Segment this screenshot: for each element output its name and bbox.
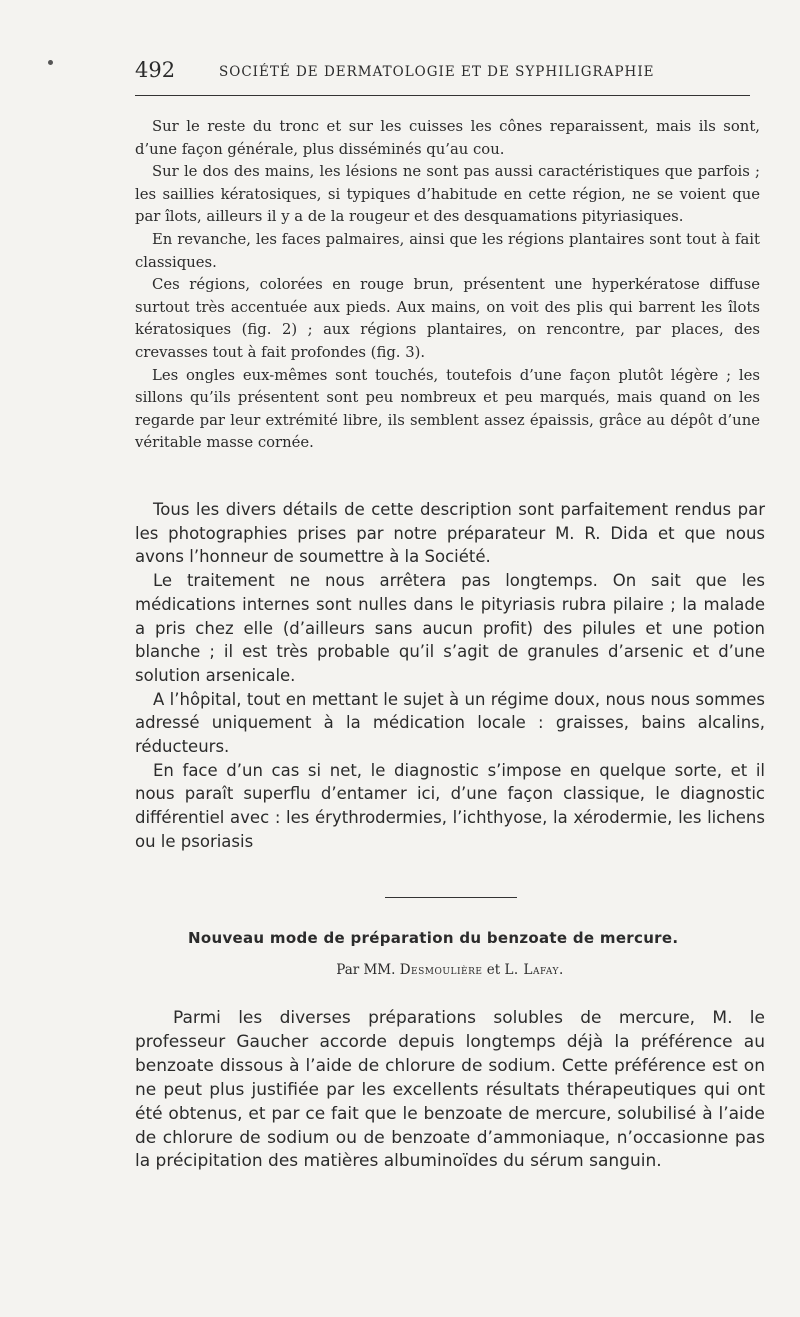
and-label: et xyxy=(486,962,501,978)
paragraph: A l’hôpital, tout en mettant le sujet à un régime doux, nous nous sommes adressé uniquement à la médication locale : graisses, bains alcalins, réducteurs. xyxy=(135,689,765,757)
running-title: SOCIÉTÉ DE DERMATOLOGIE ET DE SYPHILIGRAPHIE xyxy=(219,64,655,80)
author-name: Desmoulière xyxy=(399,962,483,978)
section-divider xyxy=(385,897,517,898)
page-header xyxy=(135,58,750,88)
commentary-section xyxy=(135,498,765,854)
author-name: L. Lafay. xyxy=(504,962,564,978)
article-body xyxy=(135,1007,765,1174)
paragraph: Sur le dos des mains, les lésions ne sont pas aussi caractéristiques que parfois ; les saillies kératosiques, si typiques d’habitude en cette région, ne se voient que par îlots, ailleurs il y a de la rougeur et des desquamations pityriasiques. xyxy=(135,163,760,226)
paragraph: Parmi les diverses préparations solubles de mercure, M. le professeur Gaucher accorde depuis longtemps déjà la préférence au benzoate dissous à l’aide de chlorure de sodium. Cette préférence est on ne peut plus justifiée par les excellents résultats thérapeutiques qui ont été obtenus, et par ce fait que le benzoate de mercure, solubilisé à l’aide de chlorure de sodium ou de benzoate d’ammoniaque, n’occasionne pas la précipitation des matières albuminoïdes du sérum sanguin. xyxy=(135,1008,765,1172)
page-mark xyxy=(48,60,53,65)
article-title: Nouveau mode de préparation du benzoate de mercure. xyxy=(188,929,679,947)
by-label: Par MM. xyxy=(336,962,396,978)
paragraph: Les ongles eux-mêmes sont touchés, toutefois d’une façon plutôt légère ; les sillons qu’ils présentent sont peu nombreux et peu marqués, mais quand on les regarde par leur extrémité libre, ils semblent assez épaissis, grâce au dépôt d’une véritable masse cornée. xyxy=(135,366,760,452)
article-authors xyxy=(0,962,800,978)
paragraph: En face d’un cas si net, le diagnostic s’impose en quelque sorte, et il nous paraît superflu d’entamer ici, d’une façon classique, le diagnostic différentiel avec : les érythrodermies, l’ichthyose, la xérodermie, les lichens ou le psoriasis xyxy=(135,760,765,851)
paragraph: Tous les divers détails de cette description sont parfaitement rendus par les photographies prises par notre préparateur M. R. Dida et que nous avons l’honneur de soumettre à la Société. xyxy=(135,500,765,567)
paragraph: Ces régions, colorées en rouge brun, présentent une hyperkératose diffuse surtout très accentuée aux pieds. Aux mains, on voit des plis qui barrent les îlots kératosiques (fig. 2) ; aux régions plantaires, on rencontre, par places, des crevasses tout à fait profondes (fig. 3). xyxy=(135,276,760,361)
paragraph: Le traitement ne nous arrêtera pas longtemps. On sait que les médications internes sont nulles dans le pityriasis rubra pilaire ; la malade a pris chez elle (d’ailleurs sans aucun profit) des pilules et une potion blanche ; il est très probable qu’il s’agit de granules d’arsenic et d’une solution arsenicale. xyxy=(135,571,765,685)
header-rule xyxy=(135,95,750,96)
page-number: 492 xyxy=(135,58,176,82)
paragraph: En revanche, les faces palmaires, ainsi que les régions plantaires sont tout à fait classiques. xyxy=(135,230,760,271)
paragraph: Sur le reste du tronc et sur les cuisses les cônes reparaissent, mais ils sont, d’une façon générale, plus disséminés qu’au cou. xyxy=(135,118,760,158)
observation-section xyxy=(135,116,760,455)
